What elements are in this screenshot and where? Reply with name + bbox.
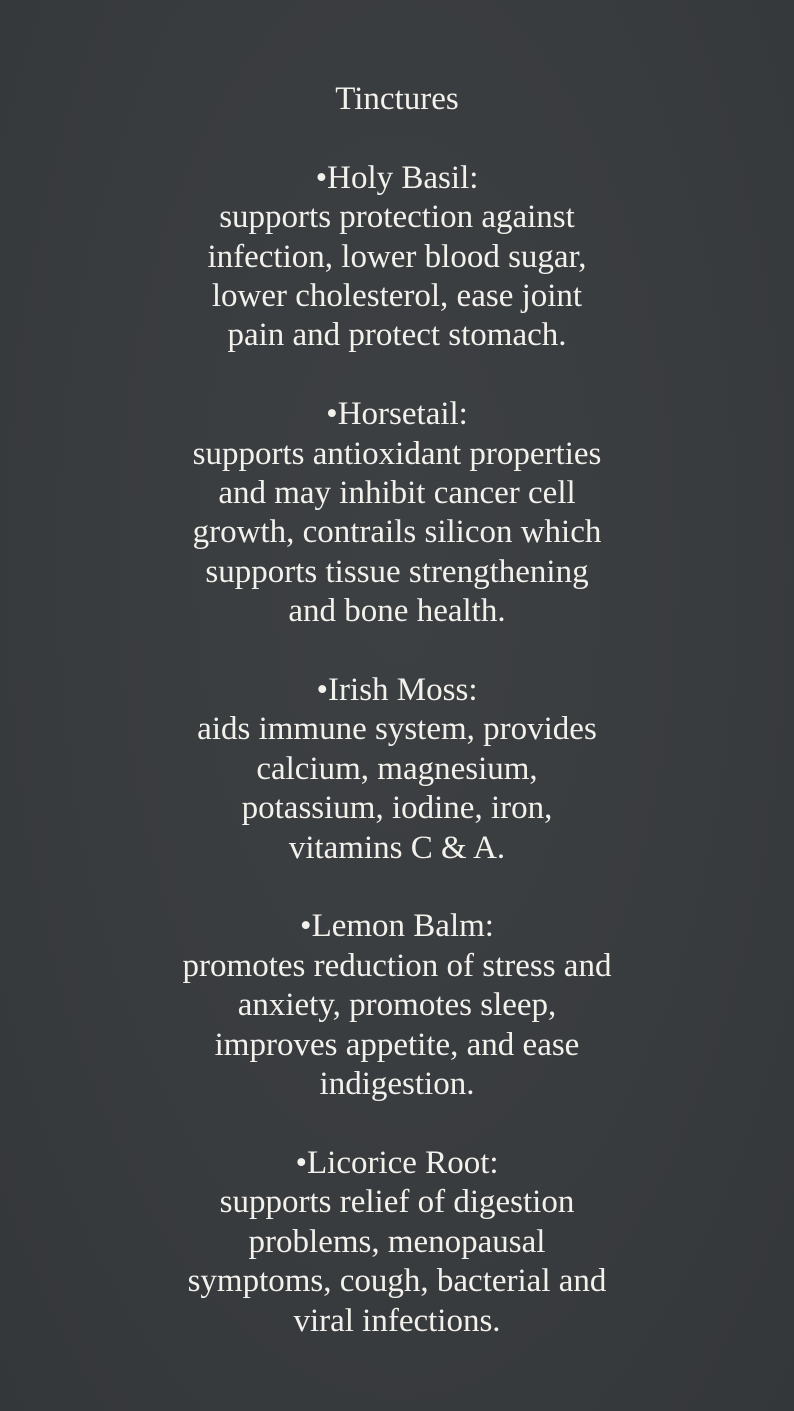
tinctures-list — [0, 80, 794, 1341]
tincture-description: promotes reduction of stress and anxiety, promotes sleep, improves appetite, and ease indigestion. — [182, 947, 612, 1103]
tincture-description: supports relief of digestion problems, menopausal symptoms, cough, bacterial and viral infections. — [187, 1184, 607, 1339]
tincture-name: •Lemon Balm: — [300, 908, 494, 945]
tincture-entry-lemon-balm — [0, 907, 794, 1104]
tincture-name: •Irish Moss: — [316, 672, 478, 709]
tincture-description: supports protection against infection, lower blood sugar, lower cholesterol, ease joint pain and protect stomach. — [207, 199, 587, 354]
tincture-entry-holy-basil — [0, 159, 794, 356]
tincture-name: •Horsetail: — [326, 396, 468, 433]
page-title: Tinctures — [335, 81, 459, 117]
tincture-entry-irish-moss — [0, 671, 794, 868]
tincture-entry-licorice-root — [0, 1144, 794, 1341]
tincture-name: •Holy Basil: — [315, 159, 479, 196]
tincture-name: •Licorice Root: — [295, 1144, 499, 1181]
tincture-description: supports antioxidant properties and may inhibit cancer cell growth, contrails silicon which supports tissue strengthening and bone health. — [192, 435, 602, 630]
tincture-description: aids immune system, provides calcium, magnesium, potassium, iodine, iron, vitamins C & A. — [197, 711, 597, 866]
tincture-entry-horsetail — [0, 395, 794, 631]
